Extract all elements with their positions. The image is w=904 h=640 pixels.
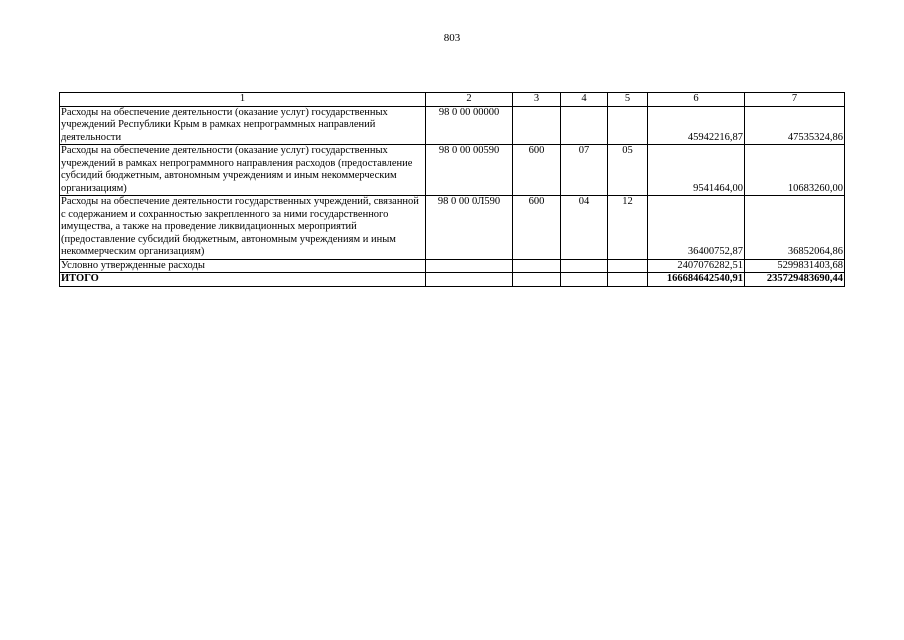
section-cell [561,106,608,145]
subsection-cell: 05 [608,145,648,196]
target-code-cell: 98 0 00 0Л590 [426,196,513,260]
amount-col7-cell: 10683260,00 [745,145,845,196]
expense-name-cell: Расходы на обеспечение деятельности (оказание услуг) государственных учреждений Республики Крым в рамках непрограммных направлений деятельности [60,106,426,145]
total-label-cell: ИТОГО [60,273,426,287]
column-header-4: 4 [561,93,608,107]
section-cell: 04 [561,196,608,260]
table-row [60,106,845,145]
section-cell: 07 [561,145,608,196]
amount-col7-cell: 36852064,86 [745,196,845,260]
subsection-cell [608,259,648,273]
amount-col7-cell: 47535324,86 [745,106,845,145]
target-code-cell [426,259,513,273]
expense-name-cell: Расходы на обеспечение деятельности государственных учреждений, связанной с содержанием и сохранностью закрепленного за ними государственного имущества, а также на проведение ликвидационных мероприятий (предоставление субсидий бюджетным, автономным учреждениям и иным некоммерческим организациям) [60,196,426,260]
subsection-cell [608,273,648,287]
expense-name-cell: Условно утвержденные расходы [60,259,426,273]
total-row [60,273,845,287]
section-cell [561,259,608,273]
amount-col6-cell: 36400752,87 [648,196,745,260]
target-code-cell [426,273,513,287]
budget-table [59,92,845,287]
amount-col6-cell: 45942216,87 [648,106,745,145]
column-header-1: 1 [60,93,426,107]
subsection-cell [608,106,648,145]
table-row [60,259,845,273]
total-amount-col7-cell: 235729483690,44 [745,273,845,287]
expense-type-cell [513,273,561,287]
amount-col6-cell: 2407076282,51 [648,259,745,273]
column-header-7: 7 [745,93,845,107]
amount-col6-cell: 9541464,00 [648,145,745,196]
target-code-cell: 98 0 00 00590 [426,145,513,196]
total-amount-col6-cell: 166684642540,91 [648,273,745,287]
column-header-2: 2 [426,93,513,107]
expense-name-cell: Расходы на обеспечение деятельности (оказание услуг) государственных учреждений в рамках непрограммного направления расходов (предоставление субсидий бюджетным, автономным учреждениям и иным некоммерческим организациям) [60,145,426,196]
target-code-cell: 98 0 00 00000 [426,106,513,145]
expense-type-cell [513,106,561,145]
expense-type-cell: 600 [513,196,561,260]
column-header-6: 6 [648,93,745,107]
column-header-5: 5 [608,93,648,107]
table-row [60,196,845,260]
amount-col7-cell: 5299831403,68 [745,259,845,273]
page-number: 803 [443,32,461,44]
column-header-3: 3 [513,93,561,107]
section-cell [561,273,608,287]
expense-type-cell [513,259,561,273]
expense-type-cell: 600 [513,145,561,196]
table-row [60,145,845,196]
table-header-row [60,93,845,107]
subsection-cell: 12 [608,196,648,260]
